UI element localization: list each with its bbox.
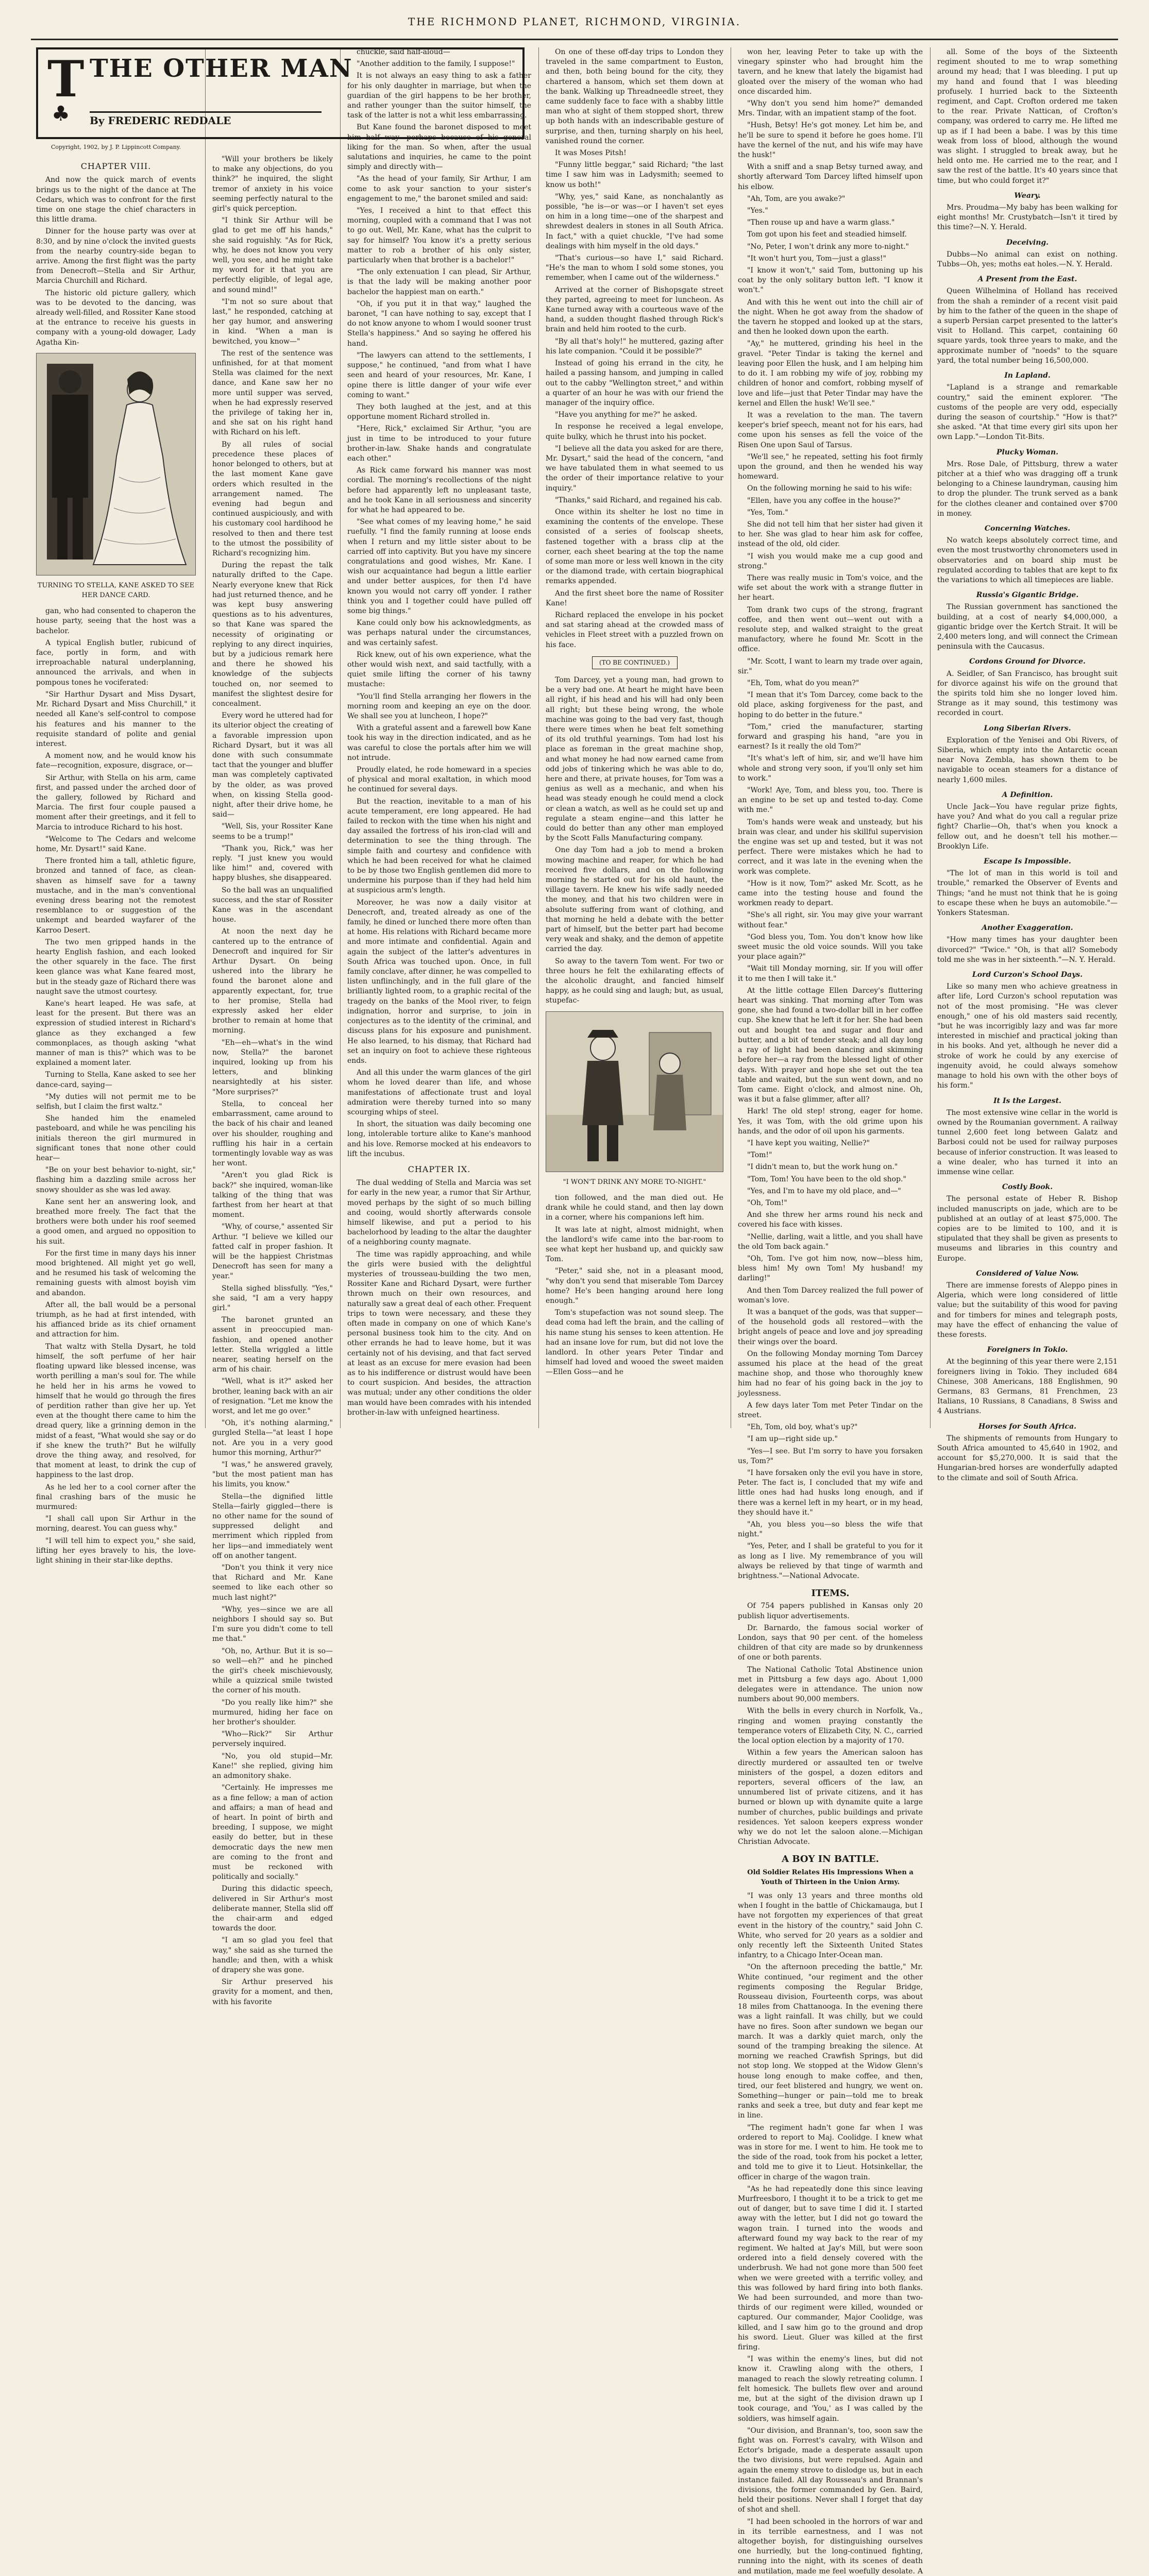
- paragraph: Dr. Barnardo, the famous social worker of London, says that 90 per cent. of the homeless children of that city are made so by drunkenness of one or both parents.: [738, 1623, 923, 1662]
- paragraph: "Oh, Tom!": [747, 1198, 787, 1207]
- paragraph: As he led her to a cool corner after the final crashing bars of the music he murmured:: [36, 1483, 196, 1511]
- chapter8-text-d: [347, 47, 531, 1159]
- paragraph: But Kane found the baronet disposed to meet him half way—perhaps because of his general liking for the man. So when, after the usual salutations and inquiries, he came to the point simply and directly with—: [347, 123, 531, 172]
- paragraph: "Eh, Tom, old boy, what's up?": [747, 1423, 858, 1432]
- paragraph: "I think Sir Arthur will be glad to get me off his hands," she said roguishly. "As for Rick, why, he does not know you very well, you see, and he might take my word for it that you are perfectly eligible, of legal age, and sound mind!": [212, 216, 333, 294]
- paragraph: There fronted him a tall, athletic figure, bronzed and tanned of face, as clean-shaven as himself save for a tawny mustache, and in the man's conventional evening dress bearing not the remotest resemblance to or suggestion of the unkempt and bearded wayfarer of the Karroo Desert.: [36, 857, 196, 935]
- paragraph: "It's what's left of him, sir, and we'll have him whole and strong very soon, if you'll only set him to work.": [738, 754, 923, 783]
- paragraph: "I have forsaken only the evil you have in store, Peter. The fact is, I concluded that my wife and little ones had had husks long enough, and if there was a kernel left in my heart, or in my head, they should have it.": [738, 1469, 923, 1517]
- short-item-heading: Escape Is Impossible.: [984, 857, 1071, 866]
- paragraph: Tom drank two cups of the strong, fragrant coffee, and then went out—went out with a resolute step, and walked straight to the great manufactory, where he found Mr. Scott in the office.: [738, 605, 923, 654]
- column-6: [937, 47, 1118, 1482]
- short-item-heading: Lord Curzon's School Days.: [972, 971, 1083, 979]
- boy-in-battle-ending: [937, 47, 1118, 186]
- paragraph: "Certainly. He impresses me as a fine fellow; a man of action and affairs; a man of head and of heart. In point of birth and breeding, I suppose, we might easily do better, but in these democratic days the new men are coming to the front and must be reckoned with politically and socially.": [212, 1784, 333, 1882]
- short-item-text: The Russian government has sanctioned the building, at a cost of nearly $4,000,000, a gigantic bridge over the Kertch Strait. It will be 2,400 meters long, and will connect the Crimean peninsula with the Caucasus.: [937, 603, 1118, 651]
- paragraph: Rick knew, out of his own experience, what the other would wish next, and said tactfully, with a quiet smile lifting the corner of his tawny mustache:: [347, 650, 531, 689]
- paragraph: "Why, of course," assented Sir Arthur. "I believe we killed our fatted calf in proper fashion. It will be the happiest Christmas Denecroft has seen for many a year.": [212, 1223, 333, 1281]
- chapter9-text-continued: [546, 47, 723, 650]
- paragraph: Hark! The old step! strong, eager for home. Yes, it was Tom, with the old grime upon his hands, and the odor of oil upon his garments.: [738, 1107, 923, 1136]
- paragraph: Tom's stupefaction was not sound sleep. The dead coma had left the brain, and the calling of his name stung his senses to keen attention. He had an insane love for rum, but did not love the landlord. In other years Peter Tindar and himself had loved and wooed the sweet maiden—Ellen Goss—and he: [546, 1309, 723, 1377]
- paragraph: They both laughed at the jest, and at this opportune moment Richard strolled in.: [347, 402, 531, 421]
- paragraph: "I was," he answered gravely, "but the most patient man has his limits, you know.": [212, 1461, 333, 1489]
- paragraph: "Well, Sis, your Rossiter Kane seems to be a trump!": [212, 822, 333, 841]
- paragraph: And she threw her arms round his neck and covered his face with kisses.: [738, 1211, 923, 1229]
- paragraph: "No, Peter, I won't drink any more to-night.": [747, 242, 909, 251]
- paragraph: Tom got upon his feet and steadied himself.: [747, 230, 907, 239]
- paragraph: "I shall call upon Sir Arthur in the morning, dearest. You can guess why.": [36, 1515, 196, 1533]
- masthead: THE RICHMOND PLANET, RICHMOND, VIRGINIA.: [408, 15, 741, 28]
- short-item-text: Exploration of the Yenisei and Obi Rivers, of Siberia, which empty into the Antarctic ocean near Nova Zembla, has shown them to be navigable to ocean steamers for a distance of nearly 1,600 miles.: [937, 736, 1118, 784]
- paragraph: And then Tom Darcey realized the full power of woman's love.: [738, 1286, 923, 1304]
- paragraph: "By all that's holy!" he muttered, gazing after his late companion. "Could it be possible?": [546, 337, 723, 355]
- paragraph: chuckle, said half-aloud—: [357, 48, 450, 56]
- paragraph: The rest of the sentence was unfinished, for at that moment Stella was claimed for the next dance, and Kane saw her no more until supper was served, when he had expressly reserved the privilege of taking her in, and she sat on his right hand with Richard on his left.: [212, 349, 333, 437]
- to-be-continued: (TO BE CONTINUED.): [592, 656, 678, 669]
- paragraph: "Yes, I received a hint to that effect this morning, coupled with a command that I was not to go out. Well, Mr. Kane, what has the culprit to say for himself? You know it's a pretty serious matter to rob a brother of his only sister, particularly when that brother is a bachelor!": [347, 207, 531, 265]
- paragraph: "As he had repeatedly done this since leaving Murfreesboro, I thought it to be a trick to get me out of danger, but to save time I did it. I started away with the letter, but I did not go toward the wagon train. I turned into the woods and afterward found my way back to the rear of my regiment. We halted at Jay's Mill, but were soon ordered into a field densely covered with the underbrush. We had not gone more than 500 feet when we were greeted with a terrific volley, and this was followed by hard firing into both flanks. We had been surrounded, and more than two-thirds of our regiment were killed, wounded or captured. Our commander, Major Coolidge, was killed, and I saw him go to the ground and drop his sword. Lieut. Gluer was killed at the first firing.: [738, 2184, 923, 2352]
- paragraph: The two men gripped hands in the hearty English fashion, and each looked the other squarely in the face. The first keen glance was what Kane feared most, but in the steady gaze of Richard there was naught save the utmost courtesy.: [36, 938, 196, 996]
- paragraph: tion followed, and the man died out. He drank while he could stand, and then lay down in a corner, where his companions left him.: [546, 1193, 723, 1222]
- paragraph: A moment now, and he would know his fate—recognition, exposure, disgrace, or—: [36, 752, 196, 770]
- paragraph: On the following morning he said to his wife:: [747, 484, 912, 493]
- paragraph: "The regiment hadn't gone far when I was ordered to report to Maj. Coolidge. I knew what was in store for me. I went to him. He took me to the side of the road, took from his pocket a letter, and told me to give it to Lieut. Hotsinkellar, the officer in charge of the wagon train.: [738, 2123, 923, 2181]
- paragraph: "I mean that it's Tom Darcey, come back to the old place, asking forgiveness for the past, and hoping to do better in the future.": [738, 691, 923, 719]
- paragraph: Tom's hands were weak and unsteady, but his brain was clear, and under his skillful supervision the engine was set up and tested, but it was not perfect. There were mistakes which he had to correct, and it was late in the evening when the work was complete.: [738, 818, 923, 876]
- column-rule: [538, 47, 539, 1428]
- paragraph: "Our division, and Brannan's, too, soon saw the fight was on. Forrest's cavalry, with Wilson and Ector's brigade, made a desperate assault upon the two divisions, but were repulsed. Again and again the enemy strove to dislodge us, but in each instance failed. All day Rousseau's and Brannan's divisions, the former commanded by Gen. Baird, held their positions. Never shall I forget that day of shot and shell.: [738, 2426, 923, 2514]
- paragraph: On one of these off-day trips to London they traveled in the same compartment to Euston, and then, both being bound for the city, they chartered a hansom, which set them down at the bank. Walking up Threadneedle street, they came suddenly face to face with a shabby little man who at sight of them stopped short, threw up both hands with an indescribable gesture of surprise, and then, turning sharply on his heel, vanished round the corner.: [546, 48, 723, 145]
- paragraph: "Ellen, have you any coffee in the house?": [747, 496, 901, 505]
- paragraph: "My duties will not permit me to be selfish, but I claim the first waltz.": [36, 1092, 196, 1111]
- paragraph: "Will your brothers be likely to make any objections, do you think?" he inquired, the slight tremor of anxiety in his voice seeming perfectly natural to the girl's quick perception.: [212, 155, 333, 213]
- column-rule: [205, 47, 206, 1428]
- paragraph: "I was only 13 years and three months old when I fought in the battle of Chickamauga, but I have not forgotten my experiences of that great event in the history of the country," said John C. White, who served for 20 years as a soldier and only recently left the Sixteenth United States infantry, to a Chicago Inter-Ocean man.: [738, 1891, 923, 1960]
- paragraph: "Yes, and I'm to have my old place, and—": [747, 1187, 901, 1195]
- paragraph: "See what comes of my leaving home," he said ruefully. "I find the family running at loose ends when I return and my little sister about to be carried off into captivity. But you have my sincere congratulations and good wishes, Mr. Kane. I wish our acquaintance had begun a little earlier and under better auspices, for then I'd have known you would not carry off yonder. I rather think you and I together could have pulled off some big things.": [347, 518, 531, 615]
- short-item-heading: It Is the Largest.: [993, 1096, 1061, 1105]
- paragraph: "I know it won't," said Tom, buttoning up his coat by the only solitary button left. "I know it won't.": [738, 266, 923, 295]
- short-item-heading: Deceiving.: [1006, 238, 1049, 247]
- paragraph: "Eh—eh—what's in the wind now, Stella?" the baronet inquired, looking up from his letters, and blinking nearsightedly at his sister. "More surprises?": [212, 1038, 333, 1096]
- paragraph: "Yes, Tom.": [747, 508, 788, 517]
- paragraph: "The lawyers can attend to the settlements, I suppose," he continued, "and from what I have seen and heard of your resources, Mr. Kane, I opine there is little danger of your wife ever coming to want.": [347, 351, 531, 399]
- paragraph: "God bless you, Tom. You don't know how like sweet music the old voice sounds. Will you take your place again?": [738, 933, 923, 961]
- paragraph: Once within its shelter he lost no time in examining the contents of the envelope. These consisted of a series of foolscap sheets, fastened together with a brass clip at the corner, each sheet bearing at the top the name of some man more or less well known in the city or the diamond trade, with certain biographical remarks appended.: [546, 507, 723, 586]
- masthead-rule: [31, 39, 1118, 40]
- paragraph: Moreover, he was now a daily visitor at Denecroft, and, treated already as one of the family, he dined or lunched there more often than at home. His relations with Richard became more and more intimate and confidential. Again and again the subject of the latter's adventures in South Africa was touched upon. Once, in full family conclave, after dinner, he was compelled to listen unflinchingly, and in the full glare of the brilliantly lighted room, to a graphic recital of the tragedy on the banks of the Mool river, to feign indignation, horror and surprise, to join in conjectures as to the identity of the criminal, and discuss plans for his exposure and punishment. He also learned, to his dismay, that Richard had set an inquiry on foot to achieve these righteous ends.: [347, 898, 531, 1065]
- short-item-text: At the beginning of this year there were 2,151 foreigners living in Tokio. They included 684 Chinese, 308 Americans, 188 Englishmen, 90 Germans, 83 Germans, 81 Frenchmen, 23 Italians, 10 Russians, 8 Canadians, 8 Swiss and 4 Austrians.: [937, 1358, 1118, 1416]
- short-item-heading: A Definition.: [1002, 790, 1053, 799]
- paragraph: "She's all right, sir. You may give your warrant without fear.": [738, 911, 923, 929]
- paragraph: As Rick came forward his manner was most cordial. The morning's recollections of the night before had apparently left no unpleasant taste, and he took Kane in all seriousness and sincerity for what he had appeared to be.: [347, 466, 531, 514]
- paragraph: "Funny little beggar," said Richard; "the last time I saw him was in Ladysmith; seemed to know us both!": [546, 161, 723, 189]
- tavern-illustration-graphic: [546, 1012, 723, 1172]
- paragraph: With the bells in every church in Norfolk, Va., ringing and women praying constantly the temperance voters of Elizabeth City, N. C., carried the local option election by a majority of 170.: [738, 1707, 923, 1745]
- chapter9-text: [347, 1178, 531, 1418]
- paragraph: "Why, yes," said Kane, as nonchalantly as possible, "he is—or was—or I haven't set eyes on him in a long time—one of the sharpest and shrewdest dealers in stones in all South Africa. In fact," with a quiet chuckle, "I've had some dealings with him myself in the old days.": [546, 192, 723, 250]
- paragraph: And the first sheet bore the name of Rossiter Kane!: [546, 589, 723, 607]
- boy-heading: A BOY IN BATTLE.: [782, 1854, 879, 1865]
- paragraph: She handed him the enameled pasteboard, and while he was penciling his initials thereon the girl murmured in significant tones that none other could hear—: [36, 1114, 196, 1163]
- paragraph: Sir Arthur, with Stella on his arm, came first, and passed under the arched door of the gallery, followed by Richard and Marcia. The first four couple paused a moment after their greetings, and it fell to Marcia to introduce Richard to his host.: [36, 773, 196, 832]
- paragraph: "Why don't you send him home?" demanded Mrs. Tindar, with an impatient stamp of the foot.: [738, 99, 923, 118]
- paragraph: And now the quick march of events brings us to the night of the dance at The Cedars, which was to confront for the first time on one stage the chief characters in this little drama.: [36, 176, 196, 224]
- paragraph: "I have kept you waiting, Nellie?": [747, 1139, 870, 1147]
- short-item-text: A. Seidler, of San Francisco, has brought suit for divorce against his wife on the ground that the spirits told him she no longer loved him. Strange as it may sound, this testimony was recorded in court.: [937, 669, 1118, 718]
- short-item-text: "The lot of man in this world is toil and trouble," remarked the Observer of Events and Things; "and he must not think that he is going to escape these when he buys an automobile."—Yonkers Statesman.: [937, 869, 1118, 918]
- paragraph: Stella, to conceal her embarrassment, came around to the back of his chair and leaned over his shoulder, roughing and ruffling his hair in a certain tormentingly lovable way as was her wont.: [212, 1099, 333, 1168]
- short-item-heading: Concerning Watches.: [984, 524, 1071, 533]
- paragraph: "Do you really like him?" she murmured, hiding her face on her brother's shoulder.: [212, 1698, 333, 1727]
- paragraph: "Mr. Scott, I want to learn my trade over again, sir.": [738, 657, 923, 675]
- paragraph: "Oh, it's nothing alarming," gurgled Stella—"at least I hope not. Are you in a very good humor this morning, Arthur?": [212, 1419, 333, 1457]
- short-item-text: The most extensive wine cellar in the world is owned by the Roumanian government. A railway tunnel 2,600 feet long between Galatz and Barbosi could not be used for railway purposes because of inferior construction. It was leased to a wine dealer, who has turned it into an immense wine cellar.: [937, 1108, 1118, 1176]
- paragraph: So away to the tavern Tom went. For two or three hours he felt the exhilarating effects of the alcoholic draught, and fancied himself happy, as he could sing and laugh; but, as usual, stupefac-: [546, 957, 723, 1005]
- paragraph: She did not tell him that her sister had given it to her. She was glad to hear him ask for coffee, instead of the old, old cider.: [738, 520, 923, 549]
- paragraph: It was a banquet of the gods, was that supper—of the household gods all restored—with the bright angels of peace and love and joy spreading their wings over the board.: [738, 1308, 923, 1346]
- column-2: [212, 155, 333, 2006]
- paragraph: There was really music in Tom's voice, and the wife set about the work with a strange flutter in her heart.: [738, 573, 923, 602]
- paragraph: Dinner for the house party was over at 8:30, and by nine o'clock the invited guests from the nearby country-side began to arrive. Among the first flight was the party from Denecroft—Stella and Sir Arthur, Marcia Churchill and Richard.: [36, 227, 196, 285]
- caption-tavern: "I WON'T DRINK ANY MORE TO-NIGHT.": [563, 1178, 706, 1186]
- paragraph: So the ball was an unqualified success, and the star of Rossiter Kane was in the ascendant house.: [212, 886, 333, 924]
- short-item-heading: Costly Book.: [1002, 1183, 1053, 1192]
- paragraph: "Welcome to The Cedars and welcome home, Mr. Dysart!" said Kane.: [36, 835, 196, 853]
- paragraph: "You'll find Stella arranging her flowers in the morning room and keeping an eye on the door. We shall see you at luncheon, I hope?": [347, 692, 531, 720]
- paragraph: And with this he went out into the chill air of the night. When he got away from the shadow of the tavern he stopped and looked up at the stars, and then he looked down upon the earth.: [738, 298, 923, 336]
- paragraph: "Work! Aye, Tom, and bless you, too. There is an engine to be set up and tested to-day. Come with me.": [738, 786, 923, 815]
- paragraph: It was a revelation to the man. The tavern keeper's brief speech, meant not for his ears, had come upon his senses as fell the voice of the Risen One upon Saul of Tarsus.: [738, 411, 923, 449]
- paragraph: won her, leaving Peter to take up with the vinegary spinster who had brought him the tavern, and he knew that lately the bigamist had gloated over the misery of the woman who had once discarded him.: [738, 48, 923, 96]
- paragraph: The time was rapidly approaching, and while the girls were busied with the delightful mysteries of trousseau-building the two men, Rossiter Kane and Richard Dysart, were further thrown much on their own resources, and naturally saw a great deal of each other. Frequent trips to town were necessary, and these they often made in company on one of which Kane's personal business took him to the city. And on other errands he had to leave home, but it was certainly not of his devising, and that fact served at least as an excuse for mere evasion had been as to his indifference or distrust would have been to court suspicion. And besides, the attraction was mutual; under any other conditions the older man would have been comrades with his intended brother-in-law with unfeigned heartiness.: [347, 1250, 532, 1417]
- paragraph: Turning to Stella, Kane asked to see her dance-card, saying—: [36, 1071, 196, 1089]
- short-item-heading: Russia's Gigantic Bridge.: [976, 591, 1079, 600]
- short-item-heading: Plucky Woman.: [996, 448, 1059, 456]
- paragraph: The baronet grunted an assent in preoccupied man-fashion, and opened another letter. Stella wriggled a little nearer, seating herself on the arm of his chair.: [212, 1316, 333, 1374]
- paragraph: On the following Monday morning Tom Darcey assumed his place at the head of the great machine shop, and those who thoroughly knew him had no fear of his going back in the joy to joylessness.: [738, 1349, 923, 1398]
- boy-subheading: Old Soldier Relates His Impressions When a Youth of Thirteen in the Union Army.: [747, 1868, 914, 1886]
- dance-illustration-graphic: [37, 353, 195, 575]
- paragraph: In short, the situation was daily becoming one long, intolerable torture alike to Kane's manhood and his love. Remorse mocked at his endeavors to lift the incubus.: [347, 1120, 531, 1158]
- illustration-dance: [36, 353, 196, 575]
- paragraph: In response he received a legal envelope, quite bulky, which he thrust into his pocket.: [546, 422, 723, 441]
- paragraph: "Oh, no, Arthur. But it is so—so well—eh?" and he pinched the girl's cheek mischievously, while a quizzical smile twisted the corner of his mouth.: [212, 1647, 333, 1695]
- paragraph: "Sir Harthur Dysart and Miss Dysart, Mr. Richard Dysart and Miss Churchill," it needed all Kane's self-control to compose his features and his manner to the requisite standard of polite and genial interest.: [36, 690, 196, 748]
- paragraph: "Here, Rick," exclaimed Sir Arthur, "you are just in time to be introduced to your future brother-in-law. Shake hands and congratulate each other.": [347, 425, 531, 463]
- short-item-text: Queen Wilhelmina of Holland has received from the shah a reminder of a recent visit paid by him to the father of the queen in the shape of a superb Persian carpet presented to the latter's visit to Holland. This carpet, containing 60 square yards, took three years to make, and the approximate number of "noeds" to the square yard, the total number being 16,500,000.: [937, 287, 1118, 365]
- paragraph: During this didactic speech, delivered in Sir Arthur's most deliberate manner, Stella slid off the chair-arm and edged towards the door.: [212, 1885, 333, 1933]
- paragraph: Kane sent her an answering look, and breathed more freely. The fact that the brothers were both under his roof seemed a good omen, and argued no opposition to his suit.: [36, 1197, 196, 1246]
- column-4: [546, 47, 723, 1428]
- paragraph: "Oh, if you put it in that way," laughed the baronet, "I can have nothing to say, except that I do not know anyone to whom I would sooner trust Stella's happiness." And so saying he offered his hand.: [347, 299, 531, 348]
- short-item-text: Like so many men who achieve greatness in after life, Lord Curzon's school reputation was not of the most promising. "He was clever enough," one of his old masters said recently, "but he was incorrigibly lazy and was far more interested in mischief and practical joking than in his books. And yet, although he never did a stroke of work he could by any exercise of ingenuity avoid, he could always somehow manage to hold his own with the other boys of his form.": [937, 982, 1118, 1090]
- paragraph: It is not always an easy thing to ask a father for his only daughter in marriage, but when the guardian of the girl happens to be her brother, and rather younger than the suitor himself, the task of the latter is not a whit less embarrassing.: [347, 72, 531, 120]
- paragraph: "Oh, Tom. I've got him now, now—bless him, bless him! My own Tom! My husband! my darling!": [738, 1254, 923, 1283]
- short-item-text: Dubbs—No animal can exist on nothing. Tubbs—Oh, yes; moths eat holes.—N. Y. Herald.: [937, 250, 1118, 269]
- paragraph: Every word he uttered had for its ulterior object the creating of a favorable impression upon Richard Dysart, but it was all done with such consummate tact that the younger and bluffer man was completely captivated by the older, as was proved when, on kissing Stella good-night, after their drive home, he said—: [212, 711, 333, 819]
- paragraph: "I will tell him to expect you," she said, lifting her eyes bravely to his, the love-light shining in their star-like depths.: [36, 1536, 196, 1565]
- paragraph: For the first time in many days his inner mood brightened. All might yet go well, and he resumed his task of welcoming the remaining guests with almost boyish vim and abandon.: [36, 1249, 196, 1297]
- paragraph: "I'm not so sure about that last," he responded, catching at her gay humor, and answering in kind. "When a man is bewitched, you know—": [212, 297, 333, 346]
- short-item-text: Uncle Jack—You have regular prize fights, have you? And what do you call a regular prize fight? Charlie—Oh, that's when you knock a fellow out, and he doesn't tell his mother.—Brooklyn Life.: [937, 803, 1118, 851]
- short-items: [937, 191, 1118, 1483]
- paragraph: "I wish you would make me a cup good and strong.": [738, 552, 923, 570]
- short-item-text: "Lapland is a strange and remarkable country," said the eminent explorer. "The customs of the people are very odd, especially during the season of courtship." "How is that?" she asked. "At that time every girl sits upon her own Lapp."—London Tit-Bits.: [937, 383, 1118, 442]
- paragraph: Kane could only bow his acknowledgments, as was perhaps natural under the circumstances, and was certainly safest.: [347, 619, 531, 647]
- paragraph: With a grateful assent and a farewell bow Kane took his way in the direction indicated, and as he was careful to close the portals after him we will not intrude.: [347, 724, 531, 762]
- paragraph: One day Tom had a job to mend a broken mowing machine and reaper, for which he had received five dollars, and on the following morning he started out for his old haunt, the village tavern. He knew his wife sadly needed the money, and that his two children were in absolute suffering from want of clothing, and that morning he held a debate with the better part of himself, but the better part had become very weak and shaky, and the demon of appetite carried the day.: [546, 846, 723, 954]
- items-list: [738, 1601, 923, 1847]
- paragraph: A typical English butler, rubicund of face, portly in form, and with irreproachable natural underplanning, announced the arrivals, and when in pompous tones he vociferated:: [36, 638, 196, 687]
- short-item-text: "How many times has your daughter been divorced?" "Twice." "Oh, is that all? Somebody told me she was in her sixteenth."—N. Y. Herald.: [937, 936, 1118, 964]
- paragraph: "I was within the enemy's lines, but did not know it. Crawling along with the others, I managed to reach the slowly retreating column. I felt homesick. The bullets flew over and around me, but at the sight of the division drawn up I took courage, and 'You,' as I was called by the soldiers, was himself again.: [738, 2355, 923, 2423]
- paragraph: Arrived at the corner of Bishopsgate street they parted, agreeing to meet for luncheon. As Kane turned away with a courteous wave of the hand, a sudden thought flashed through Rick's brain and held him rooted to the curb.: [546, 285, 723, 334]
- paragraph: With a sniff and a snap Betsy turned away, and shortly afterward Tom Darcey lifted himself upon his elbow.: [738, 163, 923, 191]
- paragraph: It was Moses Pitsh!: [555, 149, 627, 158]
- short-item-text: The shipments of remounts from Hungary to South Africa amounted to 45,640 in 1902, and account for $5,270,000. It is said that the Hungarian-bred horses are wonderfully adapted to the climate and soil of South Africa.: [937, 1434, 1118, 1482]
- paragraph: "Aren't you glad Rick is back?" she inquired, woman-like talking of the thing that was farthest from her heart at that moment.: [212, 1171, 333, 1219]
- paragraph: "Another addition to the family, I suppose!": [357, 60, 515, 69]
- column-rule: [930, 47, 931, 1428]
- short-item-text: The personal estate of Heber R. Bishop included manuscripts on jade, which are to be published at an outlay of at least $75,000. The copies are to be limited to 100, and it is stipulated that they shall be given as presents to museums and libraries in this country and Europe.: [937, 1195, 1118, 1263]
- paragraph: And all this under the warm glances of the girl whom he loved dearer than life, and whose manifestations of affectionate trust and loyal admiration were thereby turned into so many scourging whips of steel.: [347, 1069, 531, 1116]
- paragraph: "Tom," cried the manufacturer, starting forward and grasping his hand, "are you in earnest? Is it really the old Tom?": [738, 722, 923, 751]
- title-initial: T: [47, 50, 85, 108]
- paragraph: It was late at night, almost midnight, when the landlord's wife came into the bar-room to see what kept her husband up, and quickly saw Tom.: [546, 1225, 723, 1264]
- paragraph: The historic old picture gallery, which was to be devoted to the dancing, was already well-filled, and Rossiter Kane stood at the entrance to receive his guests in company with a young-old dowager, Lady Agatha Kin-: [36, 289, 196, 347]
- paragraph: "As the head of your family, Sir Arthur, I am come to ask your sanction to your sister's engagement to me," the baronet smiled and said:: [347, 175, 531, 203]
- paragraph: "I am up—right side up.": [747, 1435, 838, 1444]
- paragraph: "Don't you think it very nice that Richard and Mr. Kane seemed to like each other so much last night?": [212, 1564, 333, 1602]
- chapter-heading-9: CHAPTER IX.: [408, 1164, 471, 1174]
- paragraph: After all, the ball would be a personal triumph, as he had at first intended, with his affianced bride as its chief ornament and attraction for him.: [36, 1300, 196, 1339]
- tavern-story-text-c: [738, 47, 923, 1518]
- paragraph: "Nellie, darling, wait a little, and you shall have the old Tom back again.": [738, 1232, 923, 1251]
- paragraph: "No, you old stupid—Mr. Kane!" she replied, giving him an admonitory shake.: [212, 1752, 333, 1781]
- paragraph: gan, who had consented to chaperon the house party, seeing that the host was a bachelor.: [36, 607, 196, 635]
- paragraph: But the reaction, inevitable to a man of his acute temperament, ere long appeared. He had failed to reckon with the time when his night and day assailed the fortress of his iron-clad will and determination to see the thing through. The simple faith and courtesy and confidence with which he had been received for what he claimed to be by those two English gentlemen did more to undermine his purpose than if they had held him at suspicious arm's length.: [347, 797, 531, 895]
- story-title: THE OTHER MAN: [90, 54, 353, 83]
- paragraph: "The only extenuation I can plead, Sir Arthur, is that the lady will be making another poor bachelor the happiest man on earth.": [347, 268, 531, 296]
- paragraph: "Yes—I see. But I'm sorry to have you forsaken us, Tom?": [738, 1447, 923, 1465]
- caption-dance: TURNING TO STELLA, KANE ASKED TO SEE HER DANCE CARD.: [37, 581, 195, 600]
- illustration-tavern: [546, 1011, 723, 1172]
- column-1-body: [36, 144, 196, 1565]
- paragraph: During the repast the talk naturally drifted to the Cape. Nearly everyone knew that Rick had just returned thence, and he was kept busy answering questions as to his adventures, so that Kane was spared the necessity of originating or replying to any direct inquiries, but by a judicious remark here and there he showed his knowledge of the subjects touched on, nor seemed to manifest the slightest desire for concealment.: [212, 561, 333, 708]
- paragraph: all. Some of the boys of the Sixteenth regiment shouted to me to wrap something around my head; that I was bleeding. I put up my hand and found that I was bleeding profusely. I hurried back to the Sixteenth regiment, and Capt. Crofton ordered me taken to the rear. Private Nattican, of Crofton's company, was ordered to carry me. He lifted me up as if I had been a babe. I was by this time weak from loss of blood, although the wound was slight. I struggled to break away, but he held onto me. He carried me to the rear, and I saw the rest of the battle. It's 40 years since that time, but who could forget it?": [937, 48, 1118, 185]
- tavern-story-ending: [738, 1520, 923, 1581]
- paragraph: "We'll see," he repeated, setting his foot firmly upon the ground, and then he wended his way homeward.: [738, 452, 923, 481]
- paragraph: At the little cottage Ellen Darcey's fluttering heart was sinking. That morning after Tom was gone, she had found a two-dollar bill in her coffee cup. She knew that he left it for her. She had been out and bought tea and sugar and flour and butter, and a bit of tender steak; and all day long a ray of light had been dancing and skimming before her—a ray from the blessed light of other days. With prayer and hope she set out the tea table and waited, but the sun went down, and no Tom came. Eight o'clock, and almost nine. Oh, was it but a false glimmer, after all?: [738, 986, 923, 1104]
- boy-in-battle-text: [738, 1891, 923, 2576]
- paragraph: "Wait till Monday morning, sir. If you will offer it to me then I will take it.": [738, 964, 923, 983]
- paragraph: The National Catholic Total Abstinence union met in Pittsburg a few days ago. About 1,000 delegates were in attendance. The union now numbers about 90,000 members.: [738, 1665, 923, 1704]
- paragraph: "Yes, Peter, and I shall be grateful to you for it as long as I live. My remembrance of you will always be relieved by that tinge of warmth and brightness."—National Advocate.: [738, 1542, 923, 1581]
- items-heading: ITEMS.: [811, 1588, 850, 1599]
- paragraph: "Tom!": [747, 1151, 772, 1160]
- paragraph: "Yes.": [747, 207, 768, 215]
- short-item-heading: Considered of Value Now.: [976, 1269, 1079, 1278]
- paragraph: "Have you anything for me?" he asked.: [555, 411, 698, 419]
- short-item-heading: Horses for South Africa.: [978, 1422, 1077, 1431]
- paragraph: Stella—the dignified little Stella—fairly giggled—there is no other name for the sound of suppressed delight and merriment which rippled from her lips—and immediately went off on another tangent.: [212, 1492, 333, 1560]
- column-5: [738, 47, 923, 2575]
- paragraph: Within a few years the American saloon has directly murdered or assaulted ten or twelve ministers of the gospel, a dozen editors and reporters, several officers of the law, an unnumbered list of private citizens, and it has burned or blown up with dynamite quite a large number of churches, public buildings and private residences. Yet saloon keepers express wonder why we do not let the saloon alone.—Michigan Christian Advocate.: [738, 1749, 923, 1846]
- paragraph: "Hush, Betsy! He's got money. Let him be, and he'll be sure to spend it before he goes home. I'll have the kernel of the nut, and his wife may have the husk!": [738, 121, 923, 160]
- paragraph: At noon the next day he cantered up to the entrance of Denecroft and inquired for Sir Arthur Dysart. On being ushered into the library he found the baronet alone and apparently expectant, for, true to her promise, Stella had expressly asked her elder brother to remain at home that morning.: [212, 927, 333, 1035]
- short-item-heading: In Lapland.: [1004, 371, 1051, 380]
- chapter8-text-b: [36, 606, 196, 1566]
- paragraph: Instead of going his errand in the city, he hailed a passing hansom, and jumping in called out to the cabby "Wellington street," and within a quarter of an hour he was with our friend the manager of the inquiry office.: [546, 359, 723, 407]
- short-item-heading: Another Exaggeration.: [982, 924, 1073, 933]
- paragraph: "It won't hurt you, Tom—just a glass!": [747, 254, 887, 263]
- story-byline: By FREDERIC REDDALE: [90, 111, 322, 126]
- chapter8-text-c: [212, 155, 333, 2007]
- short-item-heading: Long Siberian Rivers.: [984, 724, 1071, 733]
- paragraph: "Tom, Tom! You have been to the old shop.": [747, 1175, 906, 1183]
- paragraph: A few days later Tom met Peter Tindar on the street.: [738, 1401, 923, 1419]
- paragraph: "I didn't mean to, but the work hung on.": [747, 1163, 898, 1172]
- paragraph: "I am so glad you feel that way," she said as she turned the handle; and then, with a whisk of drapery she was gone.: [212, 1936, 333, 1974]
- paragraph: By all rules of social precedence these places of honor belonged to others, but at the last moment Kane gave orders which resulted in the arrangement named. The evening had begun and continued auspiciously, and with his customary cool hardihood he resolved to then and there test to the utmost the possibility of Richard's recognizing him.: [212, 440, 333, 557]
- paragraph: Stella sighed blissfully. "Yes," she said, "I am a very happy girl.": [212, 1284, 333, 1312]
- paragraph: "Then rouse up and have a warm glass.": [747, 218, 895, 227]
- paragraph: "Why, yes—since we are all neighbors I should say so. But I'm sure you didn't come to tell me that.": [212, 1605, 333, 1643]
- column-3: [347, 47, 531, 1428]
- paragraph: "On the afternoon preceding the battle," Mr. White continued, "our regiment and the other regiments composing the Regular Bridge, Rousseau division, Fourteenth corps, was about 18 miles from Chattanooga. In the evening there was a light rainfall. It was chilly, but we could have no fires. Soon after sundown we began our march. It was a darkly quiet march, only the sound of the tramping breaking the silence. At morning we reached Crawfish Springs, but did not stop long. We stopped at the Widow Glenn's house long enough to make coffee, and then, tired, our feet blistered and hungry, we went on. Something—hunger or pain—told me to break ranks and seek a tree, but duty and fear kept me in line.: [738, 1963, 923, 2120]
- short-item-heading: Weary.: [1014, 191, 1041, 200]
- paragraph: Of 754 papers published in Kansas only 20 publish liquor advertisements.: [738, 1602, 923, 1620]
- paragraph: "Peter," said she, not in a pleasant mood, "why don't you send that miserable Tom Darcey home? He's been hanging around here long enough.": [546, 1267, 723, 1305]
- short-item-heading: A Present from the East.: [977, 275, 1077, 284]
- paragraph: "Be on your best behavior to-night, sir," flashing him a dazzling smile across her snowy shoulder as she was led away.: [36, 1166, 196, 1194]
- paragraph: "I had been schooled in the horrors of war and in its terrible earnestness, and I was not altogether boyish, for distinguishing ourselves one hurriedly, but the long-continued fighting, running into the night, with its scenes of death and mutilation, made me feel woefully desolate. A: [738, 2517, 923, 2575]
- paragraph: The dual wedding of Stella and Marcia was set for early in the new year, a rumor that Sir Arthur, moved perhaps by the sight of so much billing and cooing, would shortly afterwards console himself likewise, and put a period to his bachelorhood by leading to the altar the daughter of a neighboring county magnate.: [347, 1179, 531, 1247]
- paragraph: "Ah, you bless you—so bless the wife that night.": [738, 1520, 923, 1539]
- paragraph: "Ah, Tom, are you awake?": [747, 194, 846, 203]
- short-item-text: There are immense forests of Aleppo pines in Algeria, which were long considered of little value; but the suitability of this wood for paving and for timbers for mines and telegraph posts, may have the effect of enhancing the value of these forests.: [937, 1281, 1118, 1339]
- chapter-heading: CHAPTER VIII.: [80, 161, 151, 172]
- paragraph: Tom Darcey, yet a young man, had grown to be a very bad one. At heart he might have been all right, if his head and his will had only been all right; but these being wrong, the whole machine was going to the bad very fast, though there were times when he beat felt something of its old truthful yearnings. Tom had lost his place as foreman in the great machine shop, and what money he had now earned came from odd jobs of tinkering which he was able to do, here and there, at private houses, for Tom was a genius as well as a mechanic, and when his head was steady enough he could mend a clock or clean a watch, as well as he could set up and regulate a steam engine—and this latter he could do better than any other man employed by the Scott Falls Manufacturing company.: [546, 675, 723, 843]
- short-item-heading: Cordons Ground for Divorce.: [969, 657, 1086, 666]
- paragraph: Proudly elated, he rode homeward in a species of physical and moral exaltation, in which mood he continued for several days.: [347, 766, 531, 794]
- paragraph: Kane's heart leaped. He was safe, at least for the present. But there was an expression of studied interest in Richard's glance as they exchanged a few commonplaces, as though asking "what manner of man is this?" which was to be explained a moment later.: [36, 999, 196, 1067]
- chapter8-text-a: [36, 175, 196, 347]
- paragraph: "Who—Rick?" Sir Arthur perversely inquired.: [212, 1730, 333, 1749]
- paragraph: "Ay," he muttered, grinding his heel in the gravel. "Peter Tindar is taking the kernel and leaving poor Ellen the husk, and I am helping him to do it. I am robbing my wife of joy, robbing my children of honor and comfort, robbing myself of love and life—just that Peter Tindar may have the kernel and Ellen the husk! We'll see.": [738, 340, 923, 408]
- paragraph: "That's curious—so have I," said Richard. "He's the man to whom I sold some stones, you remember, when I came out of the wilderness.": [546, 254, 723, 282]
- short-item-text: Mrs. Proudma—My baby has been walking for eight months! Mr. Crustybatch—Isn't it tired by this time?—N. Y. Herald.: [937, 204, 1118, 232]
- short-item-text: Mrs. Rose Dale, of Pittsburg, threw a water pitcher at a thief who was dragging off a trunk belonging to a Chinese laundryman, causing him to drop the plunder. The trunk served as a bank for the clothes cleaner and contained over $700 in money.: [937, 460, 1118, 518]
- paragraph: "Well, what is it?" asked her brother, leaning back with an air of resignation. "Let me know the worst, and let me go over.": [212, 1377, 333, 1415]
- tavern-story-text-a: [546, 675, 723, 1006]
- copyright-line: Copyright, 1902, by J. P. Lippincott Company.: [50, 144, 181, 150]
- tavern-story-text-b: [546, 1193, 723, 1378]
- paragraph: That waltz with Stella Dysart, he told himself, the soft perfume of her hair floating upward like blessed incense, was worth perilling a man's soul for. The while he held her in his arms he vowed to himself that he would go through the fires of perdition rather than give her up. Yet even at the thought there came to him the dread query, like a grinning demon in the midst of a feast, "What would she say or do if she knew the truth?" But he wilfully drove the thing away, and resolved, for that moment at least, to drink the cup of happiness to the last drop.: [36, 1342, 196, 1480]
- paragraph: "Eh, Tom, what do you mean?": [747, 679, 859, 687]
- paragraph: "Thanks," said Richard, and regained his cab.: [555, 496, 722, 504]
- paragraph: Richard replaced the envelope in his pocket and sat staring ahead at the crowded mass of vehicles in Fleet street with a puzzled frown on his face.: [546, 611, 723, 649]
- clover-ornament-icon: ♣: [52, 102, 70, 126]
- short-item-heading: Foreigners in Tokio.: [987, 1346, 1068, 1354]
- short-item-text: No watch keeps absolutely correct time, and even the most trustworthy chronometers used in observatories and on board ship must be regulated according to tables that are kept to fix the variations to which all timepieces are liable.: [937, 536, 1118, 584]
- column-rule: [340, 47, 341, 1428]
- paragraph: "I believe all the data you asked for are there, Mr. Dysart," said the head of the concern, "and we have tabulated them in what seemed to us the order of their importance relative to your inquiry.": [546, 444, 723, 493]
- paragraph: Sir Arthur preserved his gravity for a moment, and then, with his favorite: [212, 1978, 333, 2006]
- paragraph: "Thank you, Rick," was her reply. "I just knew you would like him!" and, covered with happy blushes, she disappeared.: [212, 844, 333, 883]
- paragraph: "How is it now, Tom?" asked Mr. Scott, as he came into the testing house and found the workmen ready to depart.: [738, 879, 923, 908]
